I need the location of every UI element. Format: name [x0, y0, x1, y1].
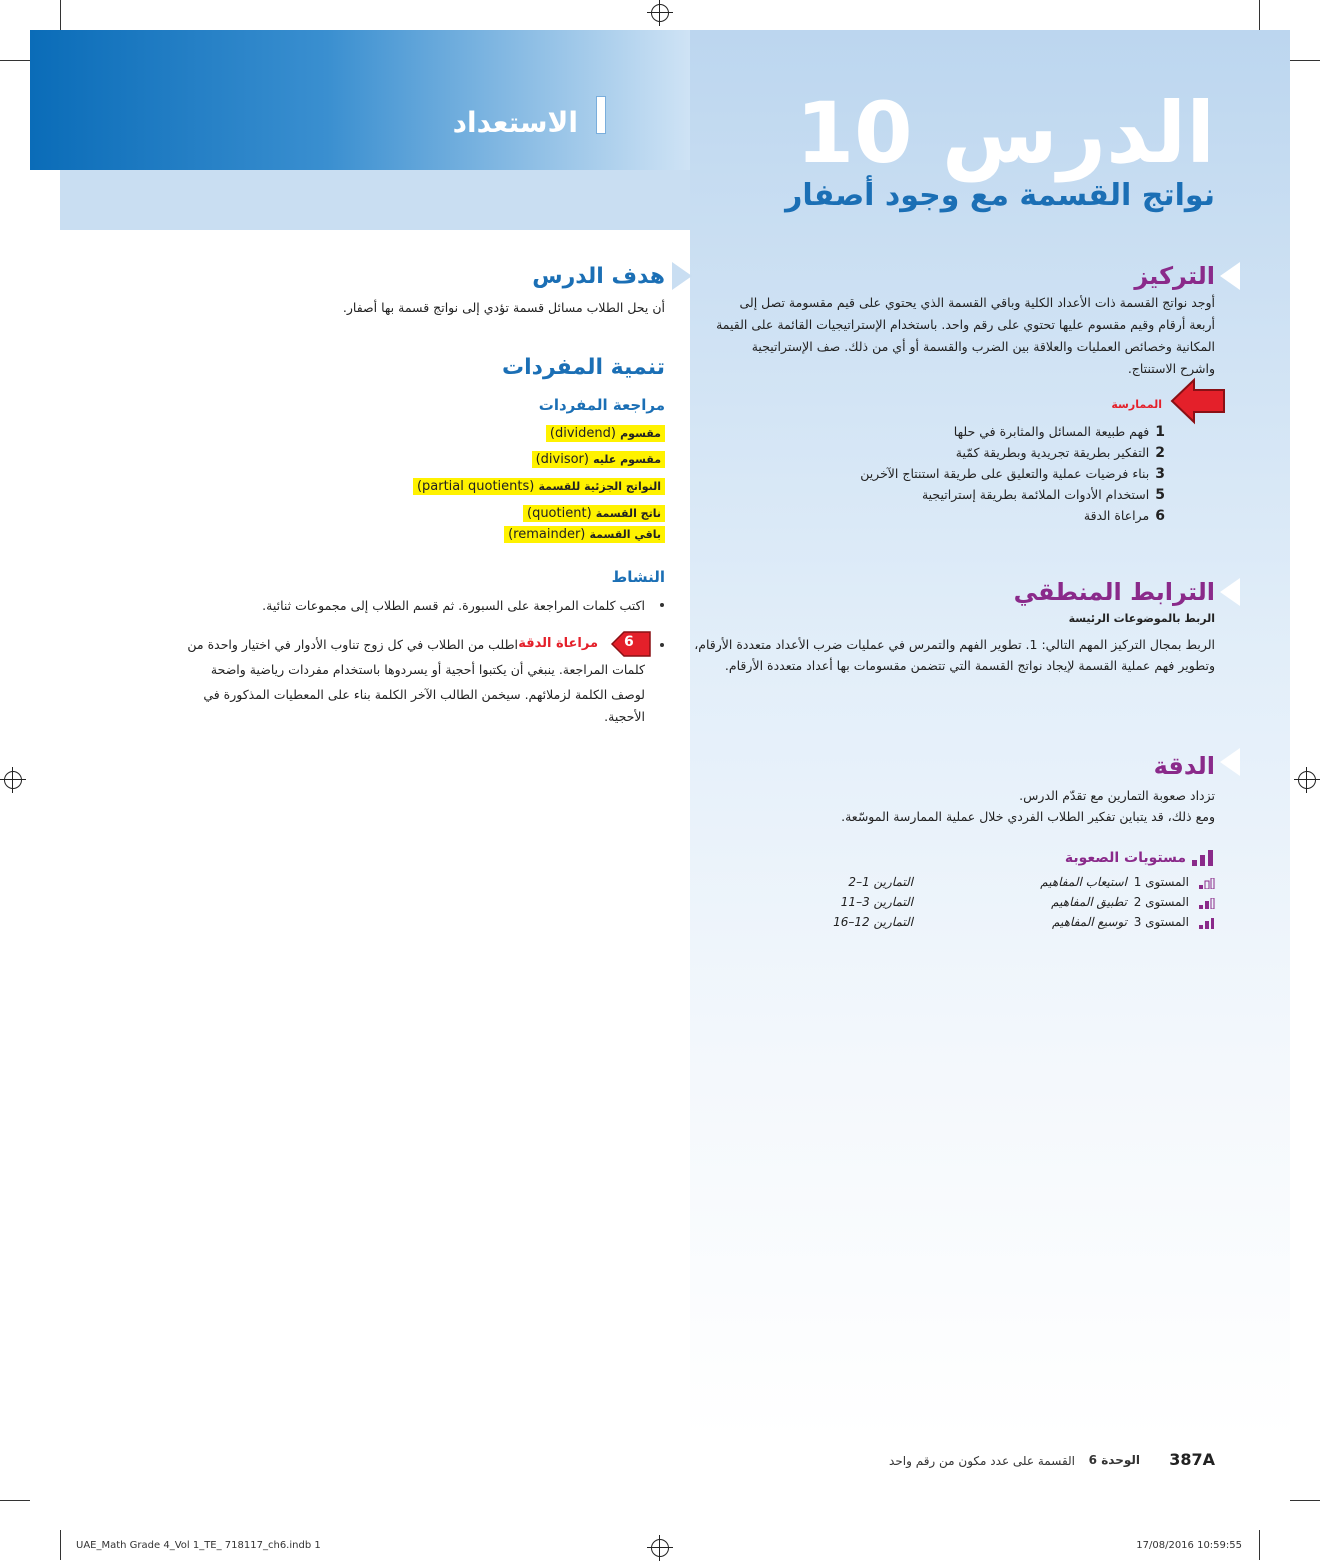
unit-title: القسمة على عدد مكون من رقم واحد [889, 1454, 1075, 1468]
coherence-subtitle: الربط بالموضوعات الرئيسة [1068, 612, 1215, 625]
practice-item: 6مراعاة الدقة [1083, 508, 1165, 524]
practice-badge-label: مراعاة الدقة [518, 636, 598, 651]
activity-bullet-2-line-1: اطلب من الطلاب في كل زوج تناوب الأدوار في اختيار واحدة من [187, 637, 518, 652]
coherence-body-2: وتطوير فهم عملية القسمة لإيجاد نواتج القسمة التي تتضمن مقسومات بها أعداد متعددة الأرقام. [724, 658, 1215, 673]
activity-bullet-1: اكتب كلمات المراجعة على السبورة. ثم قسم الطلاب إلى مجموعات ثنائية. [262, 598, 645, 613]
coherence-body-1: الربط بمجال التركيز المهم التالي: 1. تطوير الفهم والتمرس في عمليات ضرب الأعداد متعددة الأرقام، [694, 637, 1215, 652]
registration-mark-icon [651, 4, 669, 22]
unit-label: الوحدة 6 [1088, 1453, 1140, 1467]
level-exercises: التمارين 1–2 [848, 875, 913, 889]
difficulty-level-row [820, 914, 1215, 934]
section-pointer-icon [1220, 748, 1240, 776]
rigor-line-1: تزداد صعوبة التمارين مع تقدّم الدرس. [1019, 788, 1215, 803]
vocab-term: باقي القسمة (remainder) [504, 523, 665, 543]
practice-badge-number: 6 [624, 634, 634, 650]
practice-item: 2التفكير بطريقة تجريدية وبطريقة كمّية [955, 445, 1165, 461]
print-date: 17/08/2016 10:59:55 [1136, 1540, 1242, 1551]
objective-body: أن يحل الطلاب مسائل قسمة تؤدي إلى نواتج قسمة بها أصفار. [342, 300, 665, 315]
vocab-term: مقسوم عليه (divisor) [532, 448, 665, 468]
level-3-icon [1199, 918, 1215, 929]
registration-mark-icon [4, 771, 22, 789]
focus-body: أوجد نواتج القسمة ذات الأعداد الكلية وباقي القسمة الذي يحتوي على قيم مقسومة تصل إلى أربعة أرقام وقيم مقسوم عليها تحتوي على رقم واحد. باستخدام الإستراتيجيات القائمة على القيمة المكانية وخصائص العمليات والعلاقة بين الضرب والقسمة أو أي من ذلك. صف الإستراتيجية واشرح الاستنتاج. [716, 295, 1215, 376]
crop-mark [1290, 1500, 1320, 1501]
level-name: تطبيق المفاهيم [1051, 895, 1127, 909]
crop-mark [1259, 0, 1260, 30]
difficulty-levels-icon [1192, 850, 1214, 866]
level-label: المستوى 3 [1133, 915, 1189, 929]
page-number: 387A [1169, 1450, 1215, 1469]
rigor-line-2: ومع ذلك، قد يتباين تفكير الطلاب الفردي خلال عملية الممارسة الموسّعة. [841, 809, 1215, 824]
crop-mark [1290, 60, 1320, 61]
file-info: UAE_Math Grade 4_Vol 1_TE_ 718117_ch6.indb 1 [76, 1540, 321, 1551]
activity-bullet-2-line-2: كلمات المراجعة. ينبغي أن يكتبوا أحجية أو يسردوها باستخدام مفردات رياضية واضحة [210, 662, 645, 677]
level-1-icon [1199, 878, 1215, 889]
crop-mark [1259, 1530, 1260, 1560]
level-name: توسيع المفاهيم [1051, 915, 1127, 929]
section-pointer-icon [1220, 262, 1240, 290]
crop-mark [60, 0, 61, 30]
prep-bar-icon [596, 96, 606, 134]
section-pointer-icon [672, 262, 692, 290]
registration-mark-icon [1298, 771, 1316, 789]
vocab-subtitle: مراجعة المفردات [538, 396, 665, 414]
difficulty-levels-title: مستويات الصعوبة [1064, 850, 1186, 866]
practice-item: 1فهم طبيعة المسائل والمثابرة في حلها [953, 424, 1165, 440]
bullet-dot [660, 643, 664, 647]
registration-mark-icon [651, 1539, 669, 1557]
crop-mark [0, 1500, 30, 1501]
difficulty-level-row [820, 874, 1215, 894]
vocab-term: النواتج الجزئية للقسمة (partial quotients) [413, 475, 665, 495]
level-label: المستوى 2 [1133, 895, 1189, 909]
section-pointer-icon [1220, 578, 1240, 606]
lesson-title: الدرس 10 [795, 84, 1215, 182]
activity-bullet-2-line-3: لوصف الكلمة لزملائهم. سيخمن الطالب الآخر الكلمة بناء على المعطيات المذكورة في [203, 687, 645, 702]
objective-title: هدف الدرس [532, 264, 665, 289]
header-band-left [30, 30, 690, 170]
vocab-term: ناتج القسمة (quotient) [523, 502, 665, 522]
practice-arrow-icon [1168, 376, 1228, 426]
level-label: المستوى 1 [1133, 875, 1189, 889]
practice-item: 3بناء فرضيات عملية والتعليق على طريقة استنتاج الآخرين [860, 466, 1165, 482]
bullet-dot [660, 603, 664, 607]
crop-mark [60, 1530, 61, 1560]
level-2-icon [1199, 898, 1215, 909]
level-exercises: التمارين 12–16 [833, 915, 913, 929]
practice-list [785, 424, 1165, 529]
crop-mark [0, 60, 30, 61]
header-band-lower [60, 170, 690, 230]
level-exercises: التمارين 3–11 [840, 895, 913, 909]
rigor-title: الدقة [1153, 752, 1215, 780]
coherence-title: الترابط المنطقي [1013, 578, 1215, 606]
prep-title: الاستعداد [452, 106, 578, 139]
lesson-subtitle: نواتج القسمة مع وجود أصفار [785, 178, 1215, 213]
vocab-term: مقسوم (dividend) [546, 422, 665, 442]
activity-bullet-2-line-4: الأحجية. [604, 709, 645, 724]
activity-title: النشاط [611, 568, 665, 586]
level-name: استيعاب المفاهيم [1040, 875, 1127, 889]
practice-label: الممارسة [1111, 398, 1162, 411]
vocab-title: تنمية المفردات [502, 355, 665, 380]
focus-title: التركيز [1134, 262, 1215, 290]
difficulty-level-row [820, 894, 1215, 914]
practice-item: 5استخدام الأدوات الملائمة بطريقة إستراتيجية [921, 487, 1165, 503]
